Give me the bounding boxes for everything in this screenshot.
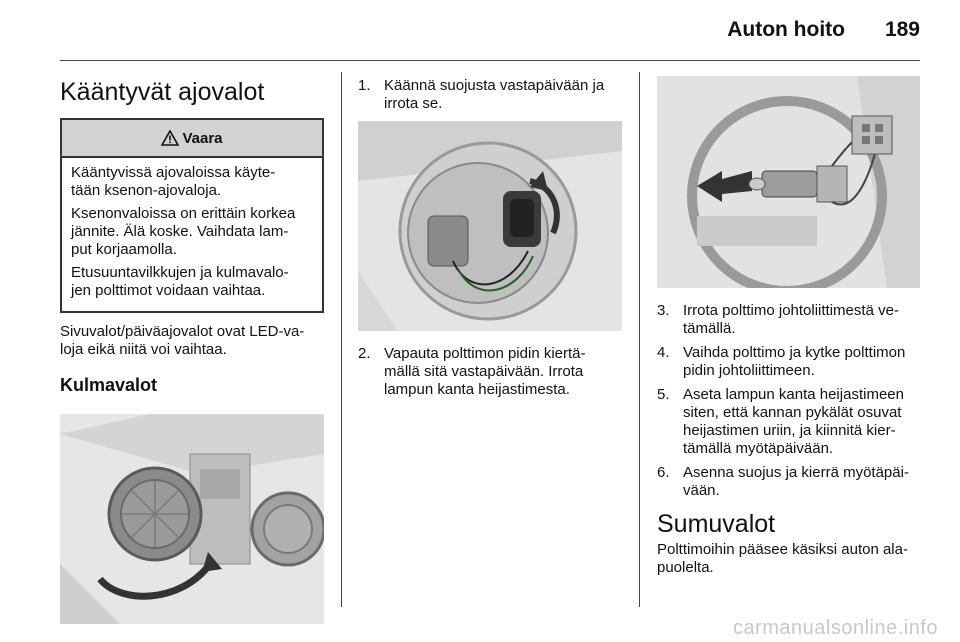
list-item (358, 77, 622, 113)
cornering-light-photo (60, 414, 324, 624)
column-3 (657, 72, 920, 577)
page-number: 189 (884, 18, 920, 41)
section-title: Kääntyvät ajovalot (60, 78, 265, 106)
warning-body (62, 158, 322, 311)
warning-header (62, 120, 322, 158)
body-paragraph: Polttimoihin pääsee käsiksi auton ala- puolelta. (657, 541, 908, 576)
column-1 (60, 72, 324, 624)
cover-removal-illustration (358, 121, 622, 331)
step-text: Asenna suojus ja kierrä myötäpäi- vään. (683, 464, 909, 499)
bulb-removal-illustration (657, 76, 920, 288)
list-item (657, 344, 920, 380)
page-header (0, 0, 960, 56)
list-item (657, 302, 920, 338)
step-text: Irrota polttimo johtoliittimestä ve- tämällä. (683, 302, 899, 337)
step-text: Aseta lampun kanta heijastimeen siten, että kannan pykälät osuvat heijastimen uriin, ja kiinnitä kier- tämällä myötäpäivään. (683, 386, 904, 457)
step-number: 5. (657, 386, 670, 403)
body-paragraph: Sivuvalot/päiväajovalot ovat LED-va- loja eikä niitä voi vaihtaa. (60, 323, 305, 358)
bulb-removal-photo (657, 76, 920, 288)
warning-box (60, 118, 324, 313)
cover-photo (358, 121, 622, 331)
step-text: Käännä suojusta vastapäivään ja irrota se. (384, 77, 605, 112)
subheading: Kulmavalot (60, 375, 158, 395)
column-divider (639, 72, 640, 607)
step-number: 4. (657, 344, 670, 361)
warning-triangle-icon (161, 130, 179, 146)
step-number: 6. (657, 464, 670, 481)
warning-paragraph: Ksenonvaloissa on erittäin korkea jännite. Älä koske. Vaihdata lam- put korjaamolla. (71, 205, 296, 258)
list-item (358, 345, 622, 399)
headlamp-housing-illustration (60, 414, 324, 624)
list-item (657, 386, 920, 458)
step-text: Vapauta polttimon pidin kiertä- mällä sitä vastapäivään. Irrota lampun kanta heijastimesta. (384, 345, 586, 398)
step-number: 3. (657, 302, 670, 319)
step-number: 2. (358, 345, 371, 362)
warning-paragraph: Kääntyvissä ajovaloissa käyte- tään ksenon-ajovaloja. (71, 164, 276, 199)
section-title: Sumuvalot (657, 510, 776, 538)
header-rule (60, 60, 920, 61)
list-item (657, 464, 920, 500)
column-2 (358, 72, 622, 405)
warning-paragraph: Etusuuntavilkkujen ja kulmavalo- jen polttimot voidaan vaihtaa. (71, 264, 289, 299)
warning-title: Vaara (182, 129, 223, 147)
steps-list (657, 302, 920, 500)
watermark: carmanualsonline.info (732, 617, 938, 639)
header-title: Auton hoito (727, 18, 845, 41)
column-divider (341, 72, 342, 607)
step-number: 1. (358, 77, 371, 94)
step-text: Vaihda polttimo ja kytke polttimon pidin johtoliittimeen. (683, 344, 906, 379)
